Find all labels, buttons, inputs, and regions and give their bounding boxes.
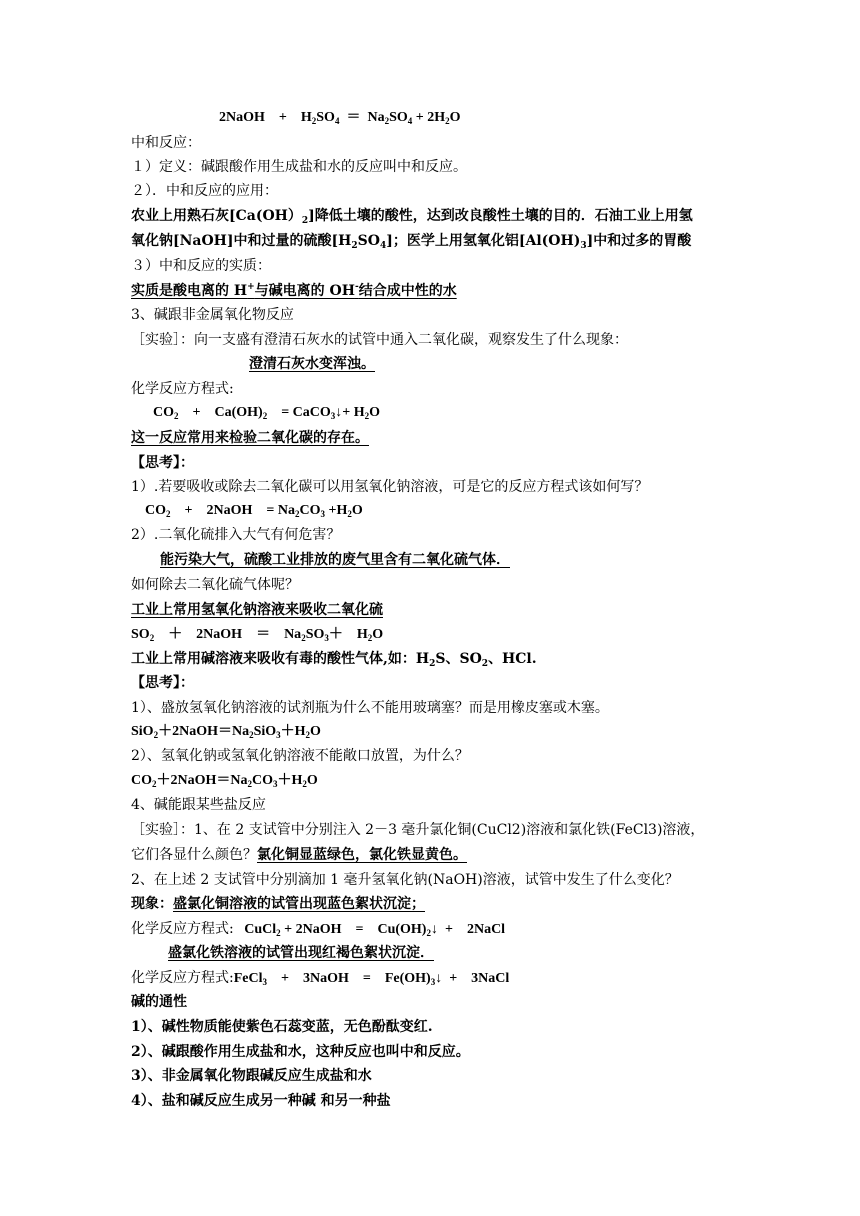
equation-cucl2-naoh: 化学反应方程式: CuCl$_2$ + 2NaOH = $Cu(OH)_2↓$ + 2NaCl — [131, 921, 506, 938]
experiment-2-answer: 氯化铜显蓝绿色，氯化铁显黄色。 — [257, 847, 467, 863]
general-properties-heading: 碱的通性 — [131, 994, 187, 1010]
acid-gas-note: 工业上常用碱溶液来吸收有毒的酸性气体,如：$H_2S$、$SO_2$、HCl. — [131, 651, 537, 669]
experiment-1-answer: 澄清石灰水变浑浊。 — [249, 356, 375, 372]
equation-co2-naoh: $CO_2$ + 2NaOH = $Na_2CO_3 +H_2O$ — [145, 503, 363, 519]
general-property-1: 1）、碱性物质能使紫色石蕊变蓝，无色酚酞变红. — [131, 1019, 433, 1035]
experiment-1: ［实验］：向一支盛有澄清石灰水的试管中通入二氧化碳，观察发生了什么现象： — [131, 332, 628, 348]
question-2: 2）.二氧化硫排入大气有何危害？ — [131, 527, 341, 543]
equation-naoh-h2so4: 2NaOH + $H_2SO_4 = Na_2SO_4 + 2H_2O$ — [219, 110, 461, 126]
experiment-2-line-1: ［实验］：1、在 2 支试管中分别注入 2－3 毫升氯化铜(CuCl2)溶液和氯化铁(FeCl3)溶液， — [131, 822, 705, 838]
question-1: 1）.若要吸收或除去二氧化碳可以用氢氧化钠溶液，可是它的反应方程式该如何写？ — [131, 479, 649, 495]
question-4: 1）、盛放氢氧化钠溶液的试剂瓶为什么不能用玻璃塞？而是用橡皮塞或木塞。 — [131, 700, 609, 716]
think-heading-2: 【思考】： — [131, 675, 194, 691]
essence-heading: ３）中和反应的实质： — [131, 258, 271, 274]
general-property-2: 2）、碱跟酸作用生成盐和水，这种反应也叫中和反应。 — [131, 1044, 470, 1060]
neutralization-definition: １）定义：碱跟酸作用生成盐和水的反应叫中和反应。 — [131, 159, 467, 175]
equation-co2-naoh-2: $CO_2+2NaOH=Na_2CO_3+H_2O$ — [131, 773, 318, 789]
neutralization-heading: 中和反应： — [131, 135, 201, 151]
experiment-2-line-3: 2、在上述 2 支试管中分别滴加 1 毫升氢氧化钠(NaOH)溶液，试管中发生了什么变化？ — [131, 872, 679, 888]
application-line-2: 氧化钠[NaOH]中和过量的硫酸$[H_2SO_4]$；医学上用氢氧化铝$[Al(OH)_3]$中和过多的胃酸 — [131, 233, 692, 251]
equation-so2-naoh: $SO_2$ ＋ 2NaOH ＝ $Na_2SO_3+$ $H_2O$ — [131, 627, 384, 643]
question-5: 2）、氢氧化钠或氢氧化钠溶液不能敞口放置，为什么？ — [131, 748, 469, 764]
general-property-4: 4）、盐和碱反应生成另一种碱 和另一种盐 — [131, 1093, 391, 1109]
experiment-2-line-2: 它们各显什么颜色？氯化铜显蓝绿色，氯化铁显黄色。 — [131, 847, 467, 863]
section-4-heading: 4、碱能跟某些盐反应 — [131, 797, 266, 813]
think-heading-1: 【思考】： — [131, 455, 194, 471]
question-3: 如何除去二氧化硫气体呢？ — [131, 577, 299, 593]
phenomenon-2: 盛氯化铁溶液的试管出现红褐色絮状沉淀． — [168, 945, 434, 961]
application-line-1: 农业上用熟石灰$[Ca(OH)_2]$降低土壤的酸性，达到改良酸性土壤的目的．石油工业上用氢 — [131, 208, 693, 226]
equation-fecl3-naoh: 化学反应方程式:FeCl$_3$ + 3NaOH = $Fe(OH)_3↓$ + 3NaCl — [131, 970, 510, 987]
equation-label-1: 化学反应方程式: — [131, 381, 234, 397]
question-3-answer: 工业上常用氢氧化钠溶液来吸收二氧化硫 — [131, 602, 383, 618]
essence-statement: 实质是酸电离的 H+与碱电离的 OH-结合成中性的水 — [131, 282, 457, 299]
question-2-answer: 能污染大气，硫酸工业排放的废气里含有二氧化硫气体． — [160, 552, 510, 568]
equation-co2-caoh2: $CO_2$ + $Ca(OH)_2$ = CaCO$_3$↓+ $H_2O$ — [153, 405, 381, 421]
co2-test-note: 这一反应常用来检验二氧化碳的存在。 — [131, 430, 369, 446]
neutralization-application-heading: ２）．中和反应的应用： — [131, 183, 278, 199]
section-3-heading: 3、碱跟非金属氧化物反应 — [131, 307, 294, 323]
phenomenon-1: 现象：盛氯化铜溶液的试管出现蓝色絮状沉淀； — [131, 896, 425, 912]
equation-sio2-naoh: $SiO_2+2NaOH=Na_2SiO_3+H_2O$ — [131, 724, 321, 740]
general-property-3: 3）、非金属氧化物跟碱反应生成盐和水 — [131, 1068, 372, 1084]
